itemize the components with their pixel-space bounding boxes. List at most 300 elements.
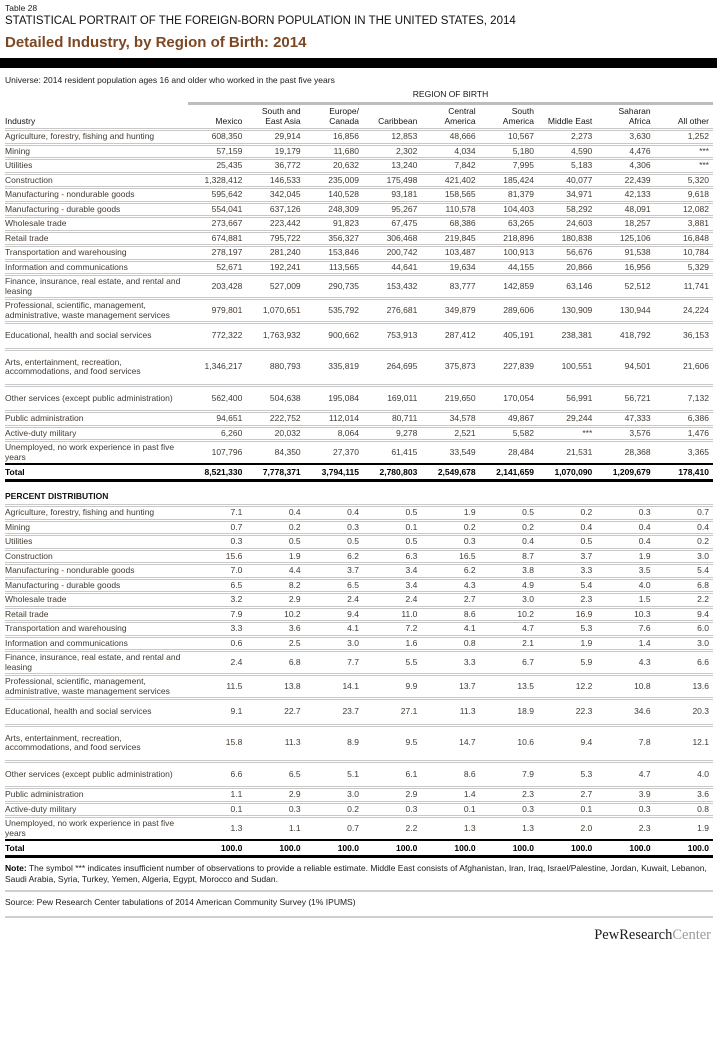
value-cell: 1.1	[188, 788, 246, 803]
value-cell: 6.1	[363, 761, 421, 788]
industry-label: Utilities	[5, 159, 188, 174]
value-cell: 6.5	[246, 761, 304, 788]
value-cell: 36,772	[246, 159, 304, 174]
value-cell: 0.5	[246, 535, 304, 550]
column-header-central-america: Central America	[444, 106, 476, 126]
value-cell: 0.4	[596, 535, 654, 550]
value-cell: 192,241	[246, 260, 304, 275]
total-cell: 100.0	[655, 840, 713, 857]
table-row	[5, 159, 713, 174]
value-cell: 0.5	[538, 535, 596, 550]
column-header-middle-east: Middle East	[547, 116, 593, 126]
footnote	[5, 863, 713, 885]
value-cell: 4.4	[246, 564, 304, 579]
value-cell: 12,853	[363, 130, 421, 145]
value-cell: 4.3	[421, 578, 479, 593]
pew-research-center-logo	[5, 927, 713, 944]
value-cell: 7.9	[480, 761, 538, 788]
value-cell: 979,801	[188, 299, 246, 323]
value-cell: 112,014	[305, 412, 363, 427]
table-row	[5, 622, 713, 637]
value-cell: 7.6	[596, 622, 654, 637]
value-cell: 0.1	[538, 802, 596, 817]
value-cell: 2.2	[655, 593, 713, 608]
value-cell: 81,379	[480, 188, 538, 203]
value-cell: 3,365	[655, 441, 713, 465]
value-cell: 6.6	[188, 761, 246, 788]
value-cell: 3.0	[305, 788, 363, 803]
value-cell: 13.5	[480, 675, 538, 699]
table-row	[5, 412, 713, 427]
value-cell: 18.9	[480, 699, 538, 726]
table-row	[5, 188, 713, 203]
value-cell: 20,866	[538, 260, 596, 275]
value-cell: 527,009	[246, 275, 304, 299]
industry-label: Educational, health and social services	[5, 699, 188, 726]
value-cell: 4,476	[596, 144, 654, 159]
value-cell: 4.3	[596, 651, 654, 675]
value-cell: 289,606	[480, 299, 538, 323]
value-cell: 7,842	[421, 159, 479, 174]
value-cell: 3.3	[188, 622, 246, 637]
value-cell: 104,403	[480, 202, 538, 217]
value-cell: 29,914	[246, 130, 304, 145]
value-cell: 21,531	[538, 441, 596, 465]
value-cell: 1.9	[421, 506, 479, 521]
value-cell: 880,793	[246, 349, 304, 385]
value-cell: 2.3	[538, 593, 596, 608]
value-cell: 67,475	[363, 217, 421, 232]
value-cell: 9.9	[363, 675, 421, 699]
value-cell: 3.0	[655, 549, 713, 564]
value-cell: 12.2	[538, 675, 596, 699]
value-cell: 100,913	[480, 246, 538, 261]
table-row	[5, 607, 713, 622]
value-cell: 63,265	[480, 217, 538, 232]
column-header-row	[5, 104, 713, 130]
table-row	[5, 323, 713, 350]
value-cell: 4,306	[596, 159, 654, 174]
value-cell: 278,197	[188, 246, 246, 261]
value-cell: 103,487	[421, 246, 479, 261]
table-row	[5, 217, 713, 232]
value-cell: 170,054	[480, 385, 538, 412]
value-cell: 5,183	[538, 159, 596, 174]
source-line: Source: Pew Research Center tabulations of 2014 American Community Survey (1% IPUMS)	[5, 897, 356, 907]
value-cell: 0.4	[480, 535, 538, 550]
value-cell: 4.0	[596, 578, 654, 593]
value-cell: 2,273	[538, 130, 596, 145]
value-cell: 5.9	[538, 651, 596, 675]
table-row	[5, 299, 713, 323]
value-cell: 4.7	[480, 622, 538, 637]
table-row	[5, 441, 713, 465]
industry-label: Retail trade	[5, 231, 188, 246]
value-cell: 22.3	[538, 699, 596, 726]
table-row	[5, 349, 713, 385]
total-label: Total	[5, 840, 188, 857]
value-cell: 0.3	[480, 802, 538, 817]
value-cell: 27,370	[305, 441, 363, 465]
value-cell: 772,322	[188, 323, 246, 350]
value-cell: 2.9	[363, 788, 421, 803]
value-cell: 0.5	[480, 506, 538, 521]
value-cell: 0.3	[596, 802, 654, 817]
value-cell: 0.3	[363, 802, 421, 817]
value-cell: 25,435	[188, 159, 246, 174]
value-cell: 504,638	[246, 385, 304, 412]
industry-label: Manufacturing - nondurable goods	[5, 188, 188, 203]
value-cell: 4.9	[480, 578, 538, 593]
value-cell: 6.8	[246, 651, 304, 675]
value-cell: 34.6	[596, 699, 654, 726]
value-cell: 3.2	[188, 593, 246, 608]
value-cell: 3.6	[246, 622, 304, 637]
value-cell: 0.3	[246, 802, 304, 817]
value-cell: 6,260	[188, 426, 246, 441]
total-cell: 1,209,679	[596, 464, 654, 481]
value-cell: 4,590	[538, 144, 596, 159]
value-cell: 6.7	[480, 651, 538, 675]
total-cell: 7,778,371	[246, 464, 304, 481]
value-cell: 3.9	[596, 788, 654, 803]
value-cell: 2.0	[538, 817, 596, 841]
value-cell: 3.7	[538, 549, 596, 564]
value-cell: 2.4	[188, 651, 246, 675]
value-cell: 20,632	[305, 159, 363, 174]
value-cell: 3,881	[655, 217, 713, 232]
value-cell: 49,867	[480, 412, 538, 427]
value-cell: 5.1	[305, 761, 363, 788]
value-cell: 0.5	[363, 506, 421, 521]
value-cell: 227,839	[480, 349, 538, 385]
industry-label: Mining	[5, 144, 188, 159]
value-cell: 16,856	[305, 130, 363, 145]
value-cell: 2.9	[246, 788, 304, 803]
value-cell: 68,386	[421, 217, 479, 232]
value-cell: 608,350	[188, 130, 246, 145]
value-cell: 44,155	[480, 260, 538, 275]
value-cell: 16,956	[596, 260, 654, 275]
value-cell: 0.3	[188, 535, 246, 550]
value-cell: 20,032	[246, 426, 304, 441]
value-cell: 4.7	[596, 761, 654, 788]
value-cell: 21,606	[655, 349, 713, 385]
value-cell: 1,328,412	[188, 173, 246, 188]
value-cell: 14.7	[421, 725, 479, 761]
value-cell: 48,091	[596, 202, 654, 217]
value-cell: 10.2	[480, 607, 538, 622]
value-cell: 6.2	[305, 549, 363, 564]
value-cell: 4.0	[655, 761, 713, 788]
total-cell: 100.0	[305, 840, 363, 857]
value-cell: 6.5	[188, 578, 246, 593]
value-cell: 125,106	[596, 231, 654, 246]
value-cell: 180,838	[538, 231, 596, 246]
value-cell: 10.8	[596, 675, 654, 699]
value-cell: 100,551	[538, 349, 596, 385]
value-cell: 0.4	[305, 506, 363, 521]
value-cell: 2.4	[363, 593, 421, 608]
table-row	[5, 275, 713, 299]
industry-label: Wholesale trade	[5, 593, 188, 608]
value-cell: ***	[655, 159, 713, 174]
value-cell: 9,618	[655, 188, 713, 203]
total-counts-row	[5, 464, 713, 481]
industry-label: Manufacturing - durable goods	[5, 578, 188, 593]
value-cell: 203,428	[188, 275, 246, 299]
value-cell: 11.3	[421, 699, 479, 726]
total-percents-row	[5, 840, 713, 857]
value-cell: 10.3	[596, 607, 654, 622]
value-cell: 16,848	[655, 231, 713, 246]
value-cell: 0.2	[655, 535, 713, 550]
value-cell: 535,792	[305, 299, 363, 323]
value-cell: 3,630	[596, 130, 654, 145]
industry-label: Other services (except public administration)	[5, 385, 188, 412]
value-cell: 6,386	[655, 412, 713, 427]
value-cell: 13.8	[246, 675, 304, 699]
table-row	[5, 549, 713, 564]
table-row	[5, 564, 713, 579]
logo-text-secondary: Center	[672, 927, 711, 943]
table-row	[5, 725, 713, 761]
value-cell: 8.2	[246, 578, 304, 593]
column-header-south-america: South America	[502, 106, 534, 126]
value-cell: 28,368	[596, 441, 654, 465]
value-cell: 0.4	[596, 520, 654, 535]
value-cell: 5,180	[480, 144, 538, 159]
value-cell: 1.4	[421, 788, 479, 803]
industry-label: Information and communications	[5, 260, 188, 275]
industry-label: Educational, health and social services	[5, 323, 188, 350]
value-cell: 9.4	[655, 607, 713, 622]
total-cell: 100.0	[188, 840, 246, 857]
value-cell: 6.0	[655, 622, 713, 637]
value-cell: 14.1	[305, 675, 363, 699]
industry-label: Professional, scientific, management, administrative, waste management services	[5, 675, 188, 699]
value-cell: 58,292	[538, 202, 596, 217]
value-cell: 185,424	[480, 173, 538, 188]
value-cell: 222,752	[246, 412, 304, 427]
table-row	[5, 675, 713, 699]
value-cell: 1,346,217	[188, 349, 246, 385]
value-cell: 0.5	[305, 535, 363, 550]
value-cell: 2.7	[538, 788, 596, 803]
value-cell: 29,244	[538, 412, 596, 427]
table-row	[5, 260, 713, 275]
value-cell: 1,763,932	[246, 323, 304, 350]
value-cell: 11.3	[246, 725, 304, 761]
value-cell: 22.7	[246, 699, 304, 726]
value-cell: 130,944	[596, 299, 654, 323]
value-cell: 1.9	[655, 817, 713, 841]
value-cell: 36,153	[655, 323, 713, 350]
table-row	[5, 651, 713, 675]
value-cell: 0.2	[480, 520, 538, 535]
value-cell: 2.1	[480, 636, 538, 651]
industry-label: Active-duty military	[5, 802, 188, 817]
value-cell: 3.0	[305, 636, 363, 651]
value-cell: 290,735	[305, 275, 363, 299]
value-cell: 0.2	[246, 520, 304, 535]
value-cell: 273,667	[188, 217, 246, 232]
table-row	[5, 426, 713, 441]
value-cell: 7.2	[363, 622, 421, 637]
value-cell: 113,565	[305, 260, 363, 275]
industry-label: Arts, entertainment, recreation, accommodations, and food services	[5, 349, 188, 385]
value-cell: 146,533	[246, 173, 304, 188]
value-cell: 3.6	[655, 788, 713, 803]
value-cell: 11.0	[363, 607, 421, 622]
value-cell: 562,400	[188, 385, 246, 412]
value-cell: 7,995	[480, 159, 538, 174]
industry-label: Finance, insurance, real estate, and rental and leasing	[5, 275, 188, 299]
total-cell: 178,410	[655, 464, 713, 481]
value-cell: 0.4	[246, 506, 304, 521]
table-row	[5, 231, 713, 246]
footer-divider	[5, 916, 713, 918]
value-cell: 4.1	[305, 622, 363, 637]
value-cell: 0.7	[188, 520, 246, 535]
table-row	[5, 506, 713, 521]
value-cell: 1.6	[363, 636, 421, 651]
industry-label: Professional, scientific, management, administrative, waste management services	[5, 299, 188, 323]
value-cell: 223,442	[246, 217, 304, 232]
value-cell: 356,327	[305, 231, 363, 246]
value-cell: 22,439	[596, 173, 654, 188]
value-cell: ***	[538, 426, 596, 441]
value-cell: 5.3	[538, 761, 596, 788]
value-cell: 235,009	[305, 173, 363, 188]
industry-label: Arts, entertainment, recreation, accommodations, and food services	[5, 725, 188, 761]
value-cell: 93,181	[363, 188, 421, 203]
value-cell: 10,567	[480, 130, 538, 145]
value-cell: 52,512	[596, 275, 654, 299]
industry-label: Retail trade	[5, 607, 188, 622]
value-cell: 0.4	[538, 520, 596, 535]
region-of-birth-header: REGION OF BIRTH	[188, 88, 713, 104]
value-cell: 3.4	[363, 564, 421, 579]
value-cell: 52,671	[188, 260, 246, 275]
table-row	[5, 535, 713, 550]
value-cell: 2,302	[363, 144, 421, 159]
industry-label: Agriculture, forestry, fishing and hunting	[5, 130, 188, 145]
value-cell: 48,666	[421, 130, 479, 145]
table-row	[5, 636, 713, 651]
value-cell: 0.1	[188, 802, 246, 817]
value-cell: 674,881	[188, 231, 246, 246]
industry-label: Construction	[5, 549, 188, 564]
value-cell: 9.5	[363, 725, 421, 761]
value-cell: 238,381	[538, 323, 596, 350]
footnote-text: The symbol *** indicates insufficient number of observations to provide a reliable estimate. Middle East consists of Afghanistan, Iran, Iraq, Israel/Palestine, Jordan, Kuwait, Lebanon, Saudi Arabia, Syria, Turkey, Yemen, Algeria, Egypt, Morocco and Sudan.	[5, 863, 707, 884]
industry-label: Information and communications	[5, 636, 188, 651]
value-cell: 24,224	[655, 299, 713, 323]
table-row	[5, 520, 713, 535]
value-cell: 9,278	[363, 426, 421, 441]
value-cell: 0.6	[188, 636, 246, 651]
value-cell: 1.3	[188, 817, 246, 841]
value-cell: 0.2	[305, 802, 363, 817]
industry-label: Manufacturing - nondurable goods	[5, 564, 188, 579]
industry-label: Manufacturing - durable goods	[5, 202, 188, 217]
value-cell: 3.4	[363, 578, 421, 593]
value-cell: 12,082	[655, 202, 713, 217]
value-cell: 34,578	[421, 412, 479, 427]
value-cell: 24,603	[538, 217, 596, 232]
value-cell: 1,252	[655, 130, 713, 145]
value-cell: 10,784	[655, 246, 713, 261]
column-header-europe-canada: Europe/ Canada	[329, 106, 359, 126]
value-cell: 142,859	[480, 275, 538, 299]
table-row	[5, 761, 713, 788]
value-cell: 0.3	[596, 506, 654, 521]
value-cell: 158,565	[421, 188, 479, 203]
value-cell: 169,011	[363, 385, 421, 412]
industry-label: Finance, insurance, real estate, and rental and leasing	[5, 651, 188, 675]
value-cell: 2.4	[305, 593, 363, 608]
value-cell: 405,191	[480, 323, 538, 350]
value-cell: 306,468	[363, 231, 421, 246]
industry-label: Public administration	[5, 412, 188, 427]
value-cell: 0.1	[363, 520, 421, 535]
industry-label: Active-duty military	[5, 426, 188, 441]
value-cell: 0.3	[421, 535, 479, 550]
value-cell: 27.1	[363, 699, 421, 726]
column-header-all-other: All other	[677, 116, 709, 126]
value-cell: 1.9	[538, 636, 596, 651]
industry-label: Mining	[5, 520, 188, 535]
value-cell: 3,576	[596, 426, 654, 441]
total-cell: 100.0	[246, 840, 304, 857]
page-title: Detailed Industry, by Region of Birth: 2014	[5, 34, 307, 51]
value-cell: 0.7	[655, 506, 713, 521]
value-cell: 7.0	[188, 564, 246, 579]
table-row	[5, 788, 713, 803]
value-cell: 7,132	[655, 385, 713, 412]
value-cell: 900,662	[305, 323, 363, 350]
value-cell: 28,484	[480, 441, 538, 465]
table-row	[5, 246, 713, 261]
value-cell: 6.3	[363, 549, 421, 564]
value-cell: 63,146	[538, 275, 596, 299]
value-cell: 61,415	[363, 441, 421, 465]
value-cell: 12.1	[655, 725, 713, 761]
value-cell: 57,159	[188, 144, 246, 159]
value-cell: 1.4	[596, 636, 654, 651]
value-cell: 6.6	[655, 651, 713, 675]
value-cell: 8.6	[421, 607, 479, 622]
value-cell: 11,741	[655, 275, 713, 299]
value-cell: 56,676	[538, 246, 596, 261]
value-cell: 23.7	[305, 699, 363, 726]
value-cell: 219,845	[421, 231, 479, 246]
value-cell: 281,240	[246, 246, 304, 261]
value-cell: 349,879	[421, 299, 479, 323]
value-cell: 335,819	[305, 349, 363, 385]
value-cell: 418,792	[596, 323, 654, 350]
table-row	[5, 130, 713, 145]
value-cell: 375,873	[421, 349, 479, 385]
value-cell: 6.5	[305, 578, 363, 593]
value-cell: 554,041	[188, 202, 246, 217]
value-cell: 15.6	[188, 549, 246, 564]
universe-note: Universe: 2014 resident population ages 16 and older who worked in the past five years	[5, 75, 335, 85]
value-cell: 91,823	[305, 217, 363, 232]
column-header-caribbean: Caribbean	[378, 116, 418, 126]
total-cell: 3,794,115	[305, 464, 363, 481]
